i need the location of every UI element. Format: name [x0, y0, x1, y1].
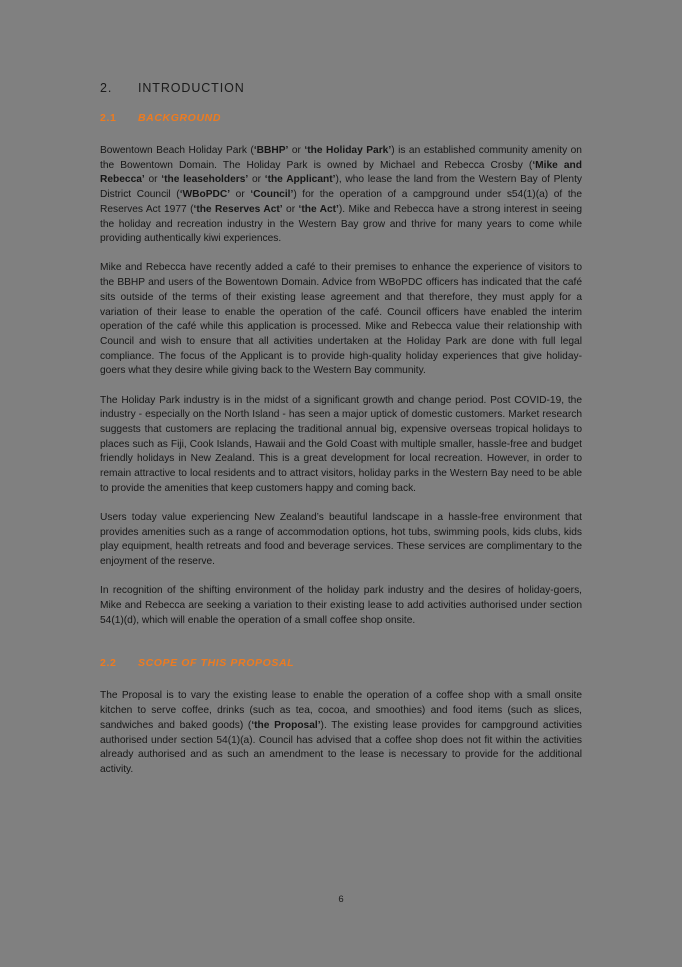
- emphasis-term: ‘the leaseholders’: [161, 174, 249, 186]
- text-run: In recognition of the shifting environment of the holiday park industry and the desires of holiday-goers, Mike and Rebecca are seeking a variation to their existing lease to add activities authorised under section 54(1)(d), which will enable the operation of a small coffee shop onsite.: [100, 585, 582, 626]
- top-spacer: [100, 0, 582, 81]
- paragraph-spacer: [100, 379, 582, 394]
- text-run: The Holiday Park industry is in the midst of a significant growth and change period. Post COVID-19, the industry - especially on the North Island - has seen a major uptick of domestic customers. Market research suggests that customers are replacing the traditional annual big, expensive overseas tropical holidays to places such as Fiji, Cook Islands, Hawaii and the Gold Coast with multiple smaller, hassle-free and budget friendly holidays in New Zealand. This is a great development for local recreation. However, in order to remain attractive to local residents and to attract visitors, holiday parks in the Western Bay need to be able to provide the amenities that keep customers happy and coming back.: [100, 394, 582, 494]
- text-run: or: [248, 174, 265, 186]
- text-run: Bowentown Beach Holiday Park (: [100, 145, 254, 156]
- paragraph-spacer: [100, 570, 582, 585]
- text-run: or: [144, 174, 162, 186]
- subsection-heading-scope: [100, 657, 582, 669]
- paragraph: [100, 261, 582, 379]
- subheading-body-spacer: [100, 124, 582, 144]
- paragraph-spacer: [100, 247, 582, 262]
- subsection-title: BACKGROUND: [138, 112, 221, 124]
- text-run: ) is an established community amenity on the Bowentown Domain. The Holiday Park is owned by Michael and Rebecca Crosby (: [100, 145, 582, 171]
- text-run: or: [288, 145, 305, 156]
- text-run: or: [282, 203, 299, 215]
- text-run: ), who lease the land from the Western Bay of Plenty District Council (: [100, 174, 582, 201]
- section-heading: [100, 81, 582, 95]
- text-run: ) for the operation of a campground under s54(1)(a) of the Reserves Act 1977 (: [100, 189, 582, 215]
- paragraph: [100, 144, 582, 247]
- text-run: Mike and Rebecca have recently added a café to their premises to enhance the experience of visitors to the BBHP and users of the Bowentown Domain. Advice from WBoPDC officers has indicated that the café sits outside of the terms of their existing lease agreement and that therefore, they must apply for a variation of their lease to enable the operation of the café. Council officers have enabled the interim operation of the café while this application is processed. Mike and Rebecca value their relationship with Council and wish to ensure that all activities undertaken at the Holiday Park are done with full legal compliance. The focus of the Applicant is to provide high-quality holiday experiences that give holiday-goers what they desire while giving back to the Western Bay community.: [100, 262, 582, 377]
- text-run: ). Mike and Rebecca have a strong interest in seeing the holiday and recreation industry in the Western Bay grow and thrive for many years to come while providing authentically kiwi experiences.: [100, 203, 582, 245]
- subsection-number: 2.2: [100, 657, 117, 670]
- text-run: The Proposal is to vary the existing lease to enable the operation of a coffee shop with a small onsite kitchen to serve coffee, drinks (such as tea, cocoa, and smoothies) and food items (such as slices, sandwiches and baked goods) (: [100, 690, 582, 731]
- page-number: 6: [338, 894, 344, 905]
- paragraph: [100, 689, 582, 777]
- emphasis-term: ‘the Act’: [298, 203, 339, 215]
- text-run: or: [230, 189, 251, 201]
- page-content: [100, 0, 582, 778]
- section-title: INTRODUCTION: [138, 81, 245, 95]
- heading-spacer: [100, 95, 582, 112]
- emphasis-term: ‘the Applicant’: [264, 174, 336, 186]
- paragraph: [100, 511, 582, 570]
- emphasis-term: ‘Mike and Rebecca’: [100, 159, 582, 186]
- subsection-title: SCOPE OF THIS PROPOSAL: [138, 657, 295, 670]
- subheading-body-spacer: [100, 669, 582, 689]
- paragraph-spacer: [100, 496, 582, 511]
- emphasis-term: ‘the Proposal’: [251, 719, 321, 731]
- emphasis-term: ‘BBHP’: [253, 145, 289, 156]
- emphasis-term: ‘Council’: [250, 189, 294, 201]
- section-number: 2.: [100, 81, 113, 95]
- text-run: ). The existing lease provides for campground activities authorised under section 54(1)(a). Council has advised that a coffee shop does not fit within the activities already authorised and as such an amendment to the lease is necessary to provide for the additional activity.: [100, 719, 582, 775]
- subsection-number: 2.1: [100, 112, 117, 124]
- section-spacer: [100, 628, 582, 657]
- paragraph: [100, 584, 582, 628]
- text-run: Users today value experiencing New Zealand’s beautiful landscape in a hassle-free environment that provides amenities such as a range of accommodation options, hot tubs, swimming pools, kids clubs, kids play equipment, health retreats and food and beverage services. These services are complimentary to the enjoyment of the reserve.: [100, 511, 582, 568]
- emphasis-term: ‘WBoPDC’: [179, 189, 231, 201]
- subsection-heading-background: [100, 112, 582, 124]
- paragraph: [100, 394, 582, 497]
- emphasis-term: ‘the Holiday Park’: [304, 145, 392, 156]
- emphasis-term: ‘the Reserves Act’: [193, 203, 283, 215]
